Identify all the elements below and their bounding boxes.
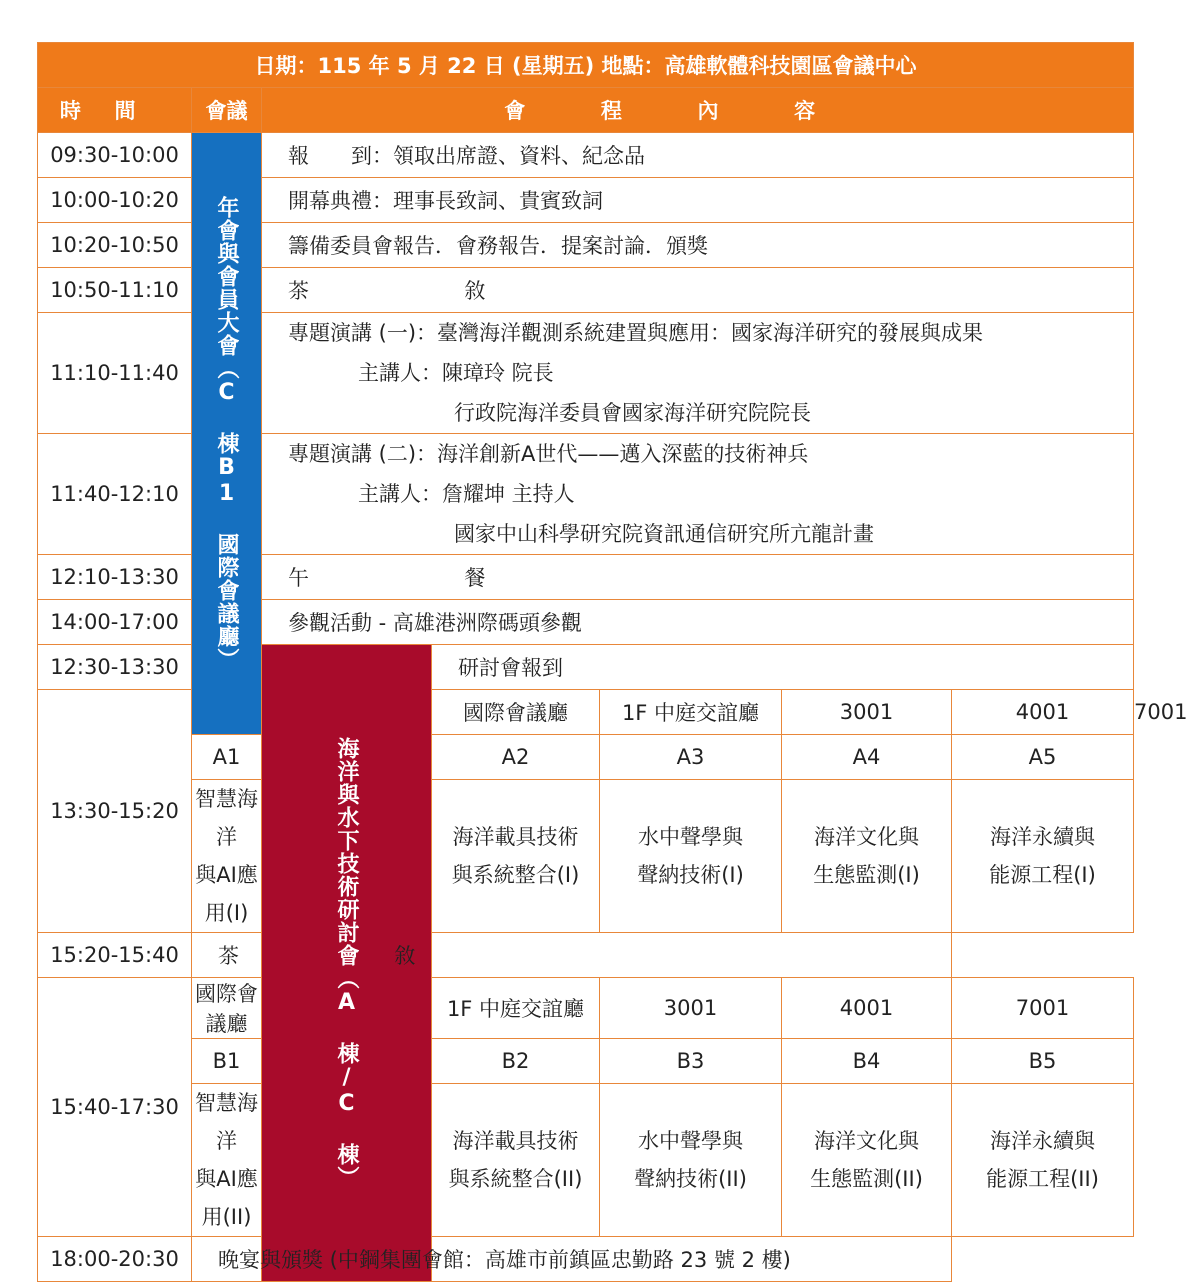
col-meeting-header: 會議 bbox=[192, 88, 262, 133]
session-code: B2 bbox=[432, 1039, 600, 1084]
session-code: B4 bbox=[782, 1039, 952, 1084]
date-location-row bbox=[38, 43, 1134, 88]
topic-line: 海洋載具技術 bbox=[452, 825, 579, 849]
time-cell: 18:00-20:30 bbox=[38, 1237, 192, 1282]
session-topic bbox=[952, 1084, 1134, 1237]
time-cell: 10:20-10:50 bbox=[38, 223, 192, 268]
topic-line: 能源工程(II) bbox=[986, 1167, 1099, 1191]
time-cell: 12:30-13:30 bbox=[38, 645, 192, 690]
session-topic bbox=[600, 780, 782, 933]
topic-line: 海洋永續與 bbox=[990, 1129, 1095, 1153]
content-cell: 參觀活動 - 高雄港洲際碼頭參觀 bbox=[262, 600, 1134, 645]
keynote-title: 專題演講 (一)：臺灣海洋觀測系統建置與應用：國家海洋研究的發展與成果 bbox=[288, 321, 984, 345]
topic-line: 聲納技術(II) bbox=[634, 1167, 747, 1191]
tea-break-text: 茶 敘 bbox=[288, 279, 524, 303]
keynote-cell bbox=[262, 434, 1134, 555]
col-time-header: 時間 bbox=[38, 88, 192, 133]
topic-line: 水中聲學與 bbox=[638, 825, 743, 849]
content-cell bbox=[192, 933, 952, 978]
time-cell: 14:00-17:00 bbox=[38, 600, 192, 645]
session-code: A3 bbox=[600, 735, 782, 780]
session-topic-row bbox=[38, 1084, 1134, 1237]
room-cell: 3001 bbox=[782, 690, 952, 735]
content-cell: 晚宴與頒獎 (中鋼集團會館：高雄市前鎮區忠勤路 23 號 2 樓) bbox=[192, 1237, 952, 1282]
time-cell: 09:30-10:00 bbox=[38, 133, 192, 178]
session-topic bbox=[600, 1084, 782, 1237]
section-a-label: 年會與會員大會（C 棟B1 國際會議廳） bbox=[214, 196, 239, 671]
time-cell: 12:10-13:30 bbox=[38, 555, 192, 600]
topic-line: 智慧海洋 bbox=[195, 787, 258, 849]
session-topic bbox=[192, 780, 262, 933]
time-cell: 10:50-11:10 bbox=[38, 268, 192, 313]
content-cell: 開幕典禮：理事長致詞、貴賓致詞 bbox=[262, 178, 1134, 223]
session-topic bbox=[952, 780, 1134, 933]
room-cell: 1F 中庭交誼廳 bbox=[600, 690, 782, 735]
session-topic-row bbox=[38, 780, 1134, 933]
room-cell: 1F 中庭交誼廳 bbox=[432, 978, 600, 1039]
session-topic bbox=[782, 1084, 952, 1237]
keynote-cell bbox=[262, 313, 1134, 434]
topic-line: 智慧海洋 bbox=[195, 1091, 258, 1153]
topic-line: 海洋文化與 bbox=[814, 1129, 919, 1153]
topic-line: 能源工程(I) bbox=[989, 863, 1096, 887]
tea-break-text: 茶 敘 bbox=[218, 944, 454, 968]
keynote-affiliation: 行政院海洋委員會國家海洋研究院院長 bbox=[454, 401, 811, 425]
topic-line: 海洋永續與 bbox=[990, 825, 1095, 849]
dinner-row bbox=[38, 1237, 1134, 1282]
session-code-row bbox=[38, 735, 1134, 780]
room-row: 13:30-15:20 國際會議廳 1F 中庭交誼廳 3001 4001 7001 bbox=[38, 690, 1134, 735]
session-code-row bbox=[38, 1039, 1134, 1084]
session-topic bbox=[782, 780, 952, 933]
session-code: A5 bbox=[952, 735, 1134, 780]
keynote-title: 專題演講 (二)：海洋創新A世代——邁入深藍的技術神兵 bbox=[288, 442, 809, 466]
content-cell: 研討會報到 bbox=[432, 645, 1134, 690]
column-header-row bbox=[38, 88, 1134, 133]
room-cell: 國際會議廳 bbox=[432, 690, 600, 735]
agenda-table bbox=[37, 42, 1187, 1282]
session-topic bbox=[192, 1084, 262, 1237]
topic-line: 與AI應用(II) bbox=[195, 1167, 258, 1229]
content-cell bbox=[262, 555, 1134, 600]
session-topic bbox=[432, 1084, 600, 1237]
topic-line: 與系統整合(II) bbox=[448, 1167, 583, 1191]
session-code: B1 bbox=[192, 1039, 262, 1084]
keynote-speaker: 主講人：詹耀坤 主持人 bbox=[358, 482, 575, 506]
topic-line: 聲納技術(I) bbox=[637, 863, 744, 887]
date-location-title: 日期：115 年 5 月 22 日 (星期五) 地點：高雄軟體科技園區會議中心 bbox=[38, 43, 1134, 88]
topic-line: 生態監測(II) bbox=[810, 1167, 923, 1191]
content-cell: 報 到：領取出席證、資料、紀念品 bbox=[262, 133, 1134, 178]
agenda-row bbox=[38, 933, 1134, 978]
col-content-header: 會程內容 bbox=[262, 88, 1134, 133]
session-code: B5 bbox=[952, 1039, 1134, 1084]
lunch-text: 午 餐 bbox=[288, 566, 524, 590]
room-cell: 4001 bbox=[782, 978, 952, 1039]
session-topic bbox=[432, 780, 600, 933]
room-cell: 7001 bbox=[952, 978, 1134, 1039]
content-cell bbox=[262, 268, 1134, 313]
time-cell: 11:40-12:10 bbox=[38, 434, 192, 555]
session-code: A1 bbox=[192, 735, 262, 780]
topic-line: 水中聲學與 bbox=[638, 1129, 743, 1153]
topic-line: 生態監測(I) bbox=[813, 863, 920, 887]
time-cell: 13:30-15:20 bbox=[38, 690, 192, 933]
topic-line: 海洋文化與 bbox=[814, 825, 919, 849]
session-code: B3 bbox=[600, 1039, 782, 1084]
time-cell: 15:20-15:40 bbox=[38, 933, 192, 978]
session-code: A4 bbox=[782, 735, 952, 780]
time-cell: 10:00-10:20 bbox=[38, 178, 192, 223]
topic-line: 與系統整合(I) bbox=[451, 863, 580, 887]
agenda-row bbox=[38, 133, 1134, 178]
session-code: A2 bbox=[432, 735, 600, 780]
room-row bbox=[38, 978, 1134, 1039]
section-b-label: 海洋與水下技術研討會（A 棟/C 棟） bbox=[334, 737, 359, 1189]
topic-line: 與AI應用(I) bbox=[195, 863, 258, 925]
content-cell: 籌備委員會報告．會務報告．提案討論．頒獎 bbox=[262, 223, 1134, 268]
room-cell: 國際會議廳 bbox=[192, 978, 262, 1039]
time-cell: 11:10-11:40 bbox=[38, 313, 192, 434]
section-a-label-cell bbox=[192, 133, 262, 735]
room-cell: 3001 bbox=[600, 978, 782, 1039]
keynote-speaker: 主講人：陳璋玲 院長 bbox=[358, 361, 554, 385]
keynote-affiliation: 國家中山科學研究院資訊通信研究所亢龍計畫 bbox=[454, 522, 874, 546]
room-cell: 4001 bbox=[952, 690, 1134, 735]
topic-line: 海洋載具技術 bbox=[452, 1129, 579, 1153]
time-cell: 15:40-17:30 bbox=[38, 978, 192, 1237]
